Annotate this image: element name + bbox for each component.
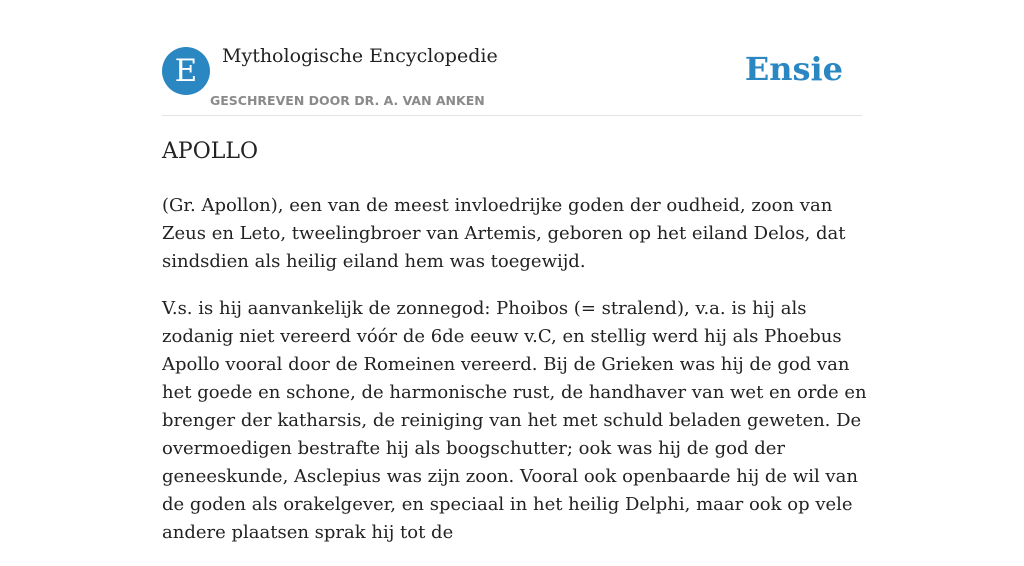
entry-body — [162, 192, 872, 566]
entry-title: APOLLO — [162, 139, 258, 164]
author-line: GESCHREVEN DOOR DR. A. VAN ANKEN — [210, 93, 485, 108]
header-divider — [162, 115, 862, 116]
encyclopedia-name-link[interactable]: Mythologische Encyclopedie — [222, 45, 498, 67]
encyclopedia-logo-badge[interactable]: E — [162, 47, 210, 95]
entry-paragraph: V.s. is hij aanvankelijk de zonnegod: Phoibos (= stralend), v.a. is hij als zodanig niet vereerd vóór de 6de eeuw v.C, en stellig werd hij als Phoebus Apollo vooral door de Romeinen vereerd. Bij de Grieken was hij de god van het goede en schone, de harmonische rust, de handhaver van wet en orde en brenger der katharsis, de reiniging van het met schuld beladen geweten. De overmoedigen bestrafte hij als boogschutter; ook was hij de god der geneeskunde, Asclepius was zijn zoon. Vooral ook openbaarde hij de wil van de goden als orakelgever, en speciaal in het heilig Delphi, maar ook op vele andere plaatsen sprak hij tot de — [162, 298, 867, 543]
ensie-logo-link[interactable]: Ensie — [744, 50, 843, 88]
entry-paragraph: (Gr. Apollon), een van de meest invloedrijke goden der oudheid, zoon van Zeus en Leto, tweelingbroer van Artemis, geboren op het eiland Delos, dat sindsdien als heilig eiland hem was toegewijd. — [162, 195, 846, 272]
